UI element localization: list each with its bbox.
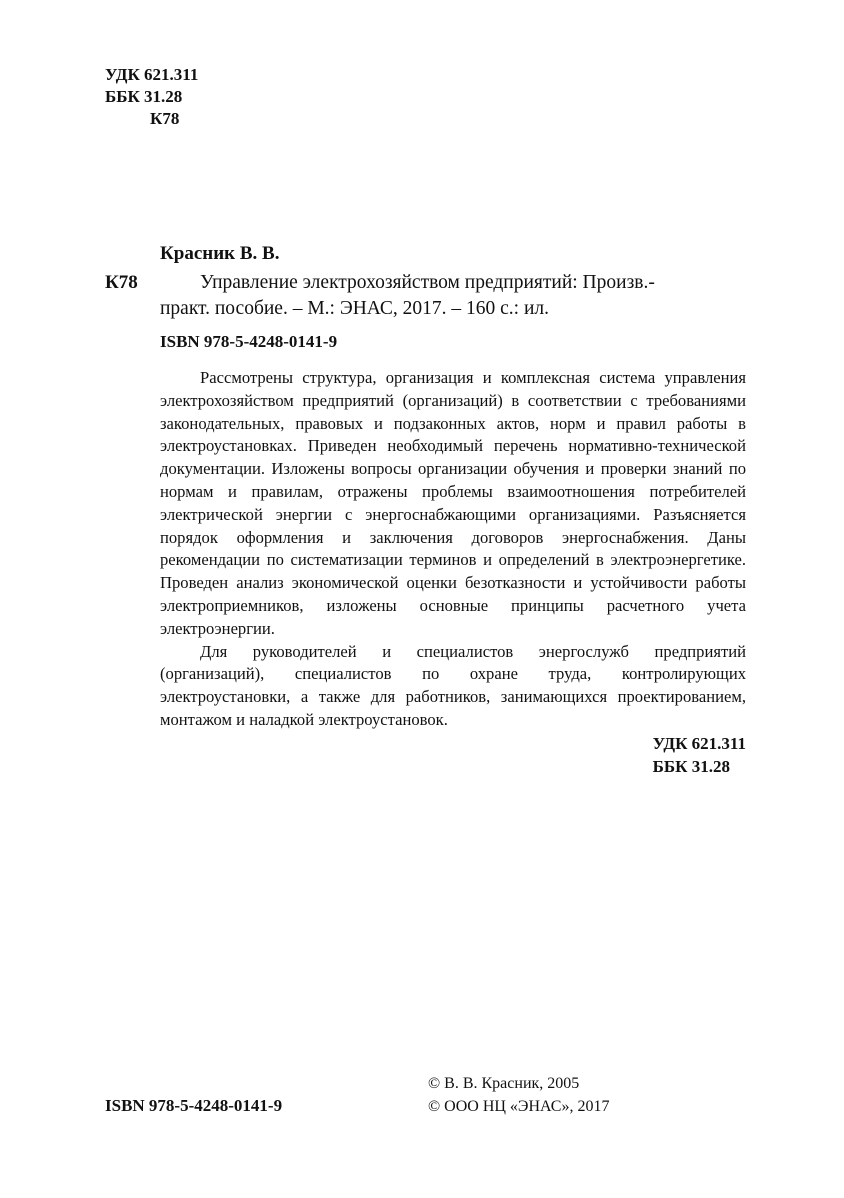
- top-classification-codes: [105, 64, 198, 130]
- abstract-paragraph-2: Для руководителей и специалистов энергослужб предприятий (организаций), специалистов по охране труда, контролирующих электроустановки, а также для работников, занимающихся проектированием, монтажом и наладкой электроустановок.: [160, 641, 746, 729]
- author-mark-code: К78: [150, 109, 180, 128]
- title-line-2: практ. пособие. – М.: ЭНАС, 2017. – 160 с.: ил.: [160, 298, 550, 319]
- bottom-udk-code: УДК 621.311: [652, 734, 746, 753]
- isbn-main: ISBN 978-5-4248-0141-9: [160, 332, 338, 351]
- abstract-paragraph-1: Рассмотрены структура, организация и комплексная система управления электрохозяйством предприятий (организаций) в соответствии с требованиями законодательных, правовых и подзаконных актов, норм и правил работы в электроустановках. Приведен необходимый перечень нормативно-технической документации. Изложены вопросы организации обучения и проверки знаний по нормам и правилам, отражены проблемы взаимоотношения потребителей электрической энергии с энергоснабжающими организациями. Разъясняется порядок оформления и заключения договоров энергоснабжения. Даны рекомендации по систематизации терминов и определений в электроэнергетике. Проведен анализ экономической оценки безотказности и устойчивости работы электроприемников, изложены основные принципы расчетного учета электроэнергии.: [160, 368, 746, 638]
- abstract: [160, 367, 746, 732]
- book-title-description: [160, 270, 720, 322]
- author-name: Красник В. В.: [160, 243, 280, 264]
- title-line-1: Управление электрохозяйством предприятий: Произв.-: [200, 272, 655, 293]
- bottom-classification-codes: [653, 732, 746, 778]
- copyright-author: © В. В. Красник, 2005: [428, 1075, 580, 1092]
- bottom-bbk-code: ББК 31.28: [652, 757, 730, 776]
- udk-code: УДК 621.311: [105, 65, 199, 84]
- isbn-bottom: ISBN 978-5-4248-0141-9: [105, 1096, 283, 1115]
- bbk-code: ББК 31.28: [105, 87, 183, 106]
- copyright-publisher: © ООО НЦ «ЭНАС», 2017: [428, 1098, 610, 1115]
- author-mark: К78: [105, 272, 138, 293]
- copyright-block: [428, 1072, 609, 1118]
